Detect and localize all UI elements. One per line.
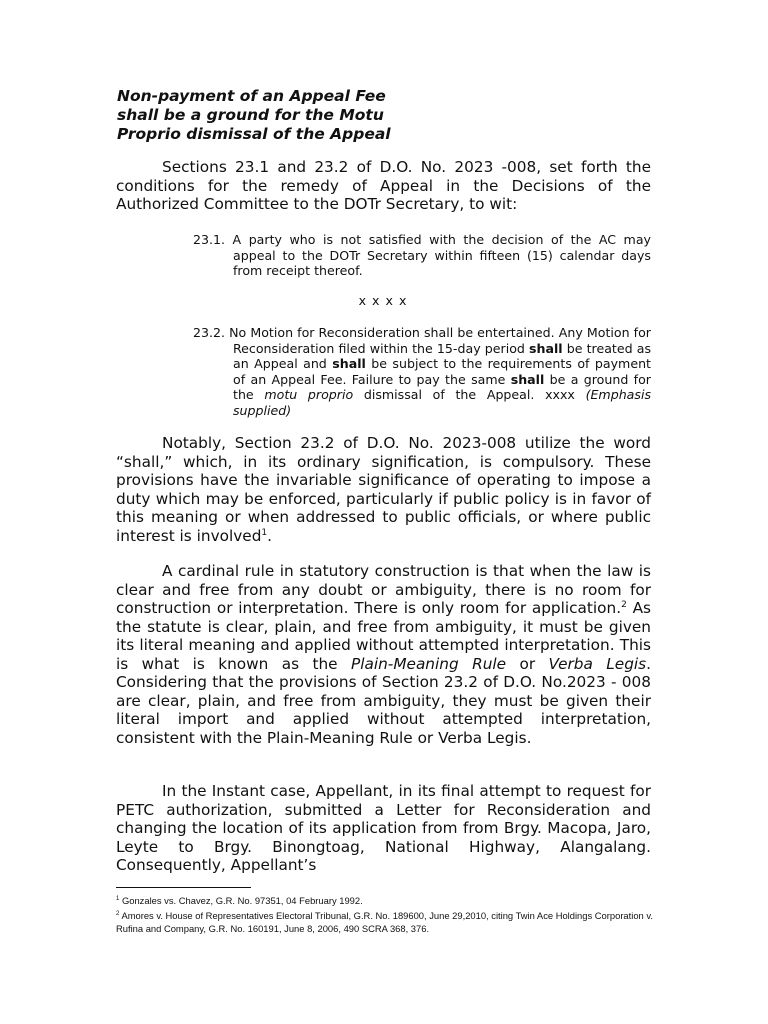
- paragraph-instant-case: In the Instant case, Appellant, in its final attempt to request for PETC authorization, submitted a Letter for Reconsideration and changing the location of its application from from Brgy. Macopa, Jaro, Leyte to Brgy. Binongtoag, National Highway, Alangalang. Consequently, Appellant’s: [116, 782, 651, 874]
- footnote-1-text: Gonzales vs. Chavez, G.R. No. 97351, 04 February 1992.: [121, 895, 363, 907]
- footnote-ref-2: 2: [621, 599, 627, 610]
- quote-section-23-1: 23.1. A party who is not satisfied with the decision of the AC may appeal to the DOTr Secretary within fifteen (15) calendar days from receipt thereof.: [193, 232, 651, 279]
- footnote-1-number: 1: [116, 896, 120, 902]
- quote2-text-3: be subject to the requirements of payment of an Appeal Fee. Failure to pay the same: [233, 356, 651, 387]
- quote2-bold-1: shall: [529, 340, 563, 356]
- heading-line-3: Proprio dismissal of the Appeal: [117, 125, 391, 143]
- paragraph-notably-text: Notably, Section 23.2 of D.O. No. 2023-008 utilize the word “shall,” which, in its ordinary signification, is compulsory. These provisions have the invariable significance of operating to impose a duty which may be enforced, particularly if public policy is in favor of this meaning or when addressed to public officials, or where public interest is involved: [116, 434, 651, 545]
- quote2-bold-2: shall: [332, 356, 366, 372]
- intro-paragraph: Sections 23.1 and 23.2 of D.O. No. 2023 -008, set forth the conditions for the remedy of Appeal in the Decisions of the Authorized Committee to the DOTr Secretary, to wit:: [116, 158, 651, 213]
- heading-line-2: shall be a ground for the Motu: [117, 106, 384, 124]
- quote2-text-2: be treated as an Appeal and: [233, 340, 652, 372]
- cardinal-text-2: As the statute is clear, plain, and free from ambiguity, it must be given its literal meaning and applied without attempted interpretation. This is what is known as the: [116, 599, 652, 673]
- paragraph-notably-end: .: [267, 526, 273, 545]
- paragraph-cardinal-rule: [116, 562, 651, 747]
- footnote-2: [116, 908, 656, 935]
- heading-line-1: Non-payment of an Appeal Fee: [117, 87, 386, 105]
- footnote-2-number: 2: [116, 911, 120, 917]
- quote-section-23-2: [193, 325, 651, 419]
- cardinal-text-3: or: [506, 654, 549, 673]
- quote2-bold-3: shall: [510, 371, 545, 387]
- footnote-1: [116, 893, 656, 907]
- footnote-ref-1: 1: [261, 527, 268, 538]
- cardinal-text-4: . Considering that the provisions of Section 23.2 of D.O. No.2023 - 008 are clear, plain, and free from ambiguity, they must be given their literal import and applied without attempted interpretation, consistent with the Plain-Meaning Rule or Verba Legis.: [116, 654, 652, 747]
- paragraph-notably: [116, 434, 651, 545]
- quote2-text-5: dismissal of the Appeal. xxxx: [353, 387, 586, 403]
- quote2-italic-1: motu proprio: [264, 387, 354, 403]
- quote2-text-4: be a ground for the: [233, 371, 651, 403]
- cardinal-text-1: A cardinal rule in statutory construction is that when the law is clear and free from any doubt or ambiguity, there is no room for construction or interpretation. There is only room for application.: [116, 562, 651, 617]
- omission-separator: x x x x: [358, 293, 408, 308]
- footnote-separator: [116, 887, 251, 888]
- cardinal-italic-2: Verba Legis: [548, 654, 647, 673]
- quote2-italic-2: (Emphasis supplied): [233, 387, 652, 418]
- cardinal-italic-1: Plain-Meaning Rule: [351, 654, 507, 673]
- footnote-2-text: Amores v. House of Representatives Electoral Tribunal, G.R. No. 189600, June 29,2010, citing Twin Ace Holdings Corporation v. Rufina and Company, G.R. No. 160191, June 8, 2006, 490 SCRA 368, 376.: [116, 910, 653, 935]
- section-heading: [117, 87, 437, 144]
- quote2-text-1: 23.2. No Motion for Reconsideration shall be entertained. Any Motion for Reconsideration filed within the 15-day period: [193, 325, 651, 356]
